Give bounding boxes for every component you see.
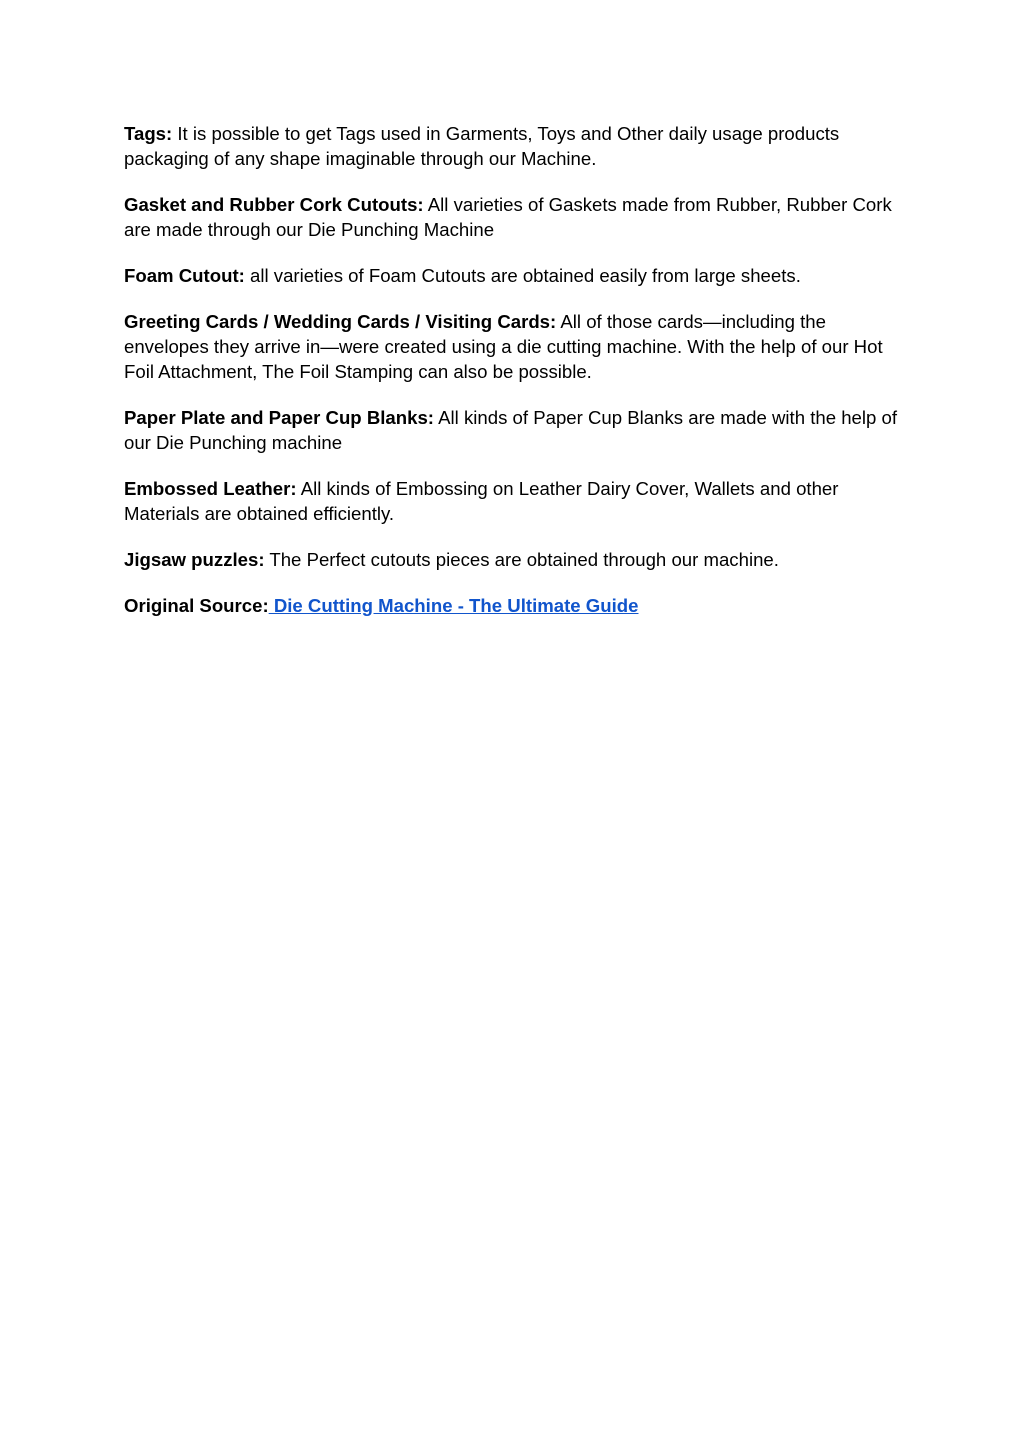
paragraph-jigsaw [124,547,904,572]
document-body [124,121,904,639]
term-cards: Greeting Cards / Wedding Cards / Visiting Cards: [124,311,557,332]
paragraph-paper-plate [124,405,904,455]
paragraph-embossed-leather [124,476,904,526]
paragraph-foam [124,263,904,288]
text-foam: all varieties of Foam Cutouts are obtained easily from large sheets. [244,265,801,286]
paragraph-tags [124,121,904,171]
text-tags: It is possible to get Tags used in Garments, Toys and Other daily usage products packaging of any shape imaginable through our Machine. [124,123,840,169]
text-embossed-leather: All kinds of Embossing on Leather Dairy Cover, Wallets and other Materials are obtained efficiently. [124,478,839,524]
paragraph-cards [124,309,904,384]
text-jigsaw: The Perfect cutouts pieces are obtained through our machine. [264,549,779,570]
paragraph-source [124,593,904,618]
term-gasket: Gasket and Rubber Cork Cutouts: [124,194,424,215]
term-jigsaw: Jigsaw puzzles: [124,549,265,570]
text-paper-plate: All kinds of Paper Cup Blanks are made with the help of our Die Punching machine [124,407,898,453]
text-gasket: All varieties of Gaskets made from Rubber, Rubber Cork are made through our Die Punching Machine [124,194,892,240]
paragraph-gasket [124,192,904,242]
source-label: Original Source: [124,595,269,616]
term-foam: Foam Cutout: [124,265,245,286]
term-paper-plate: Paper Plate and Paper Cup Blanks: [124,407,434,428]
source-link[interactable]: Die Cutting Machine - The Ultimate Guide [268,595,639,616]
term-tags: Tags: [124,123,173,144]
text-cards: All of those cards—including the envelopes they arrive in—were created using a die cutting machine. With the help of our Hot Foil Attachment, The Foil Stamping can also be possible. [124,311,883,382]
term-embossed-leather: Embossed Leather: [124,478,297,499]
